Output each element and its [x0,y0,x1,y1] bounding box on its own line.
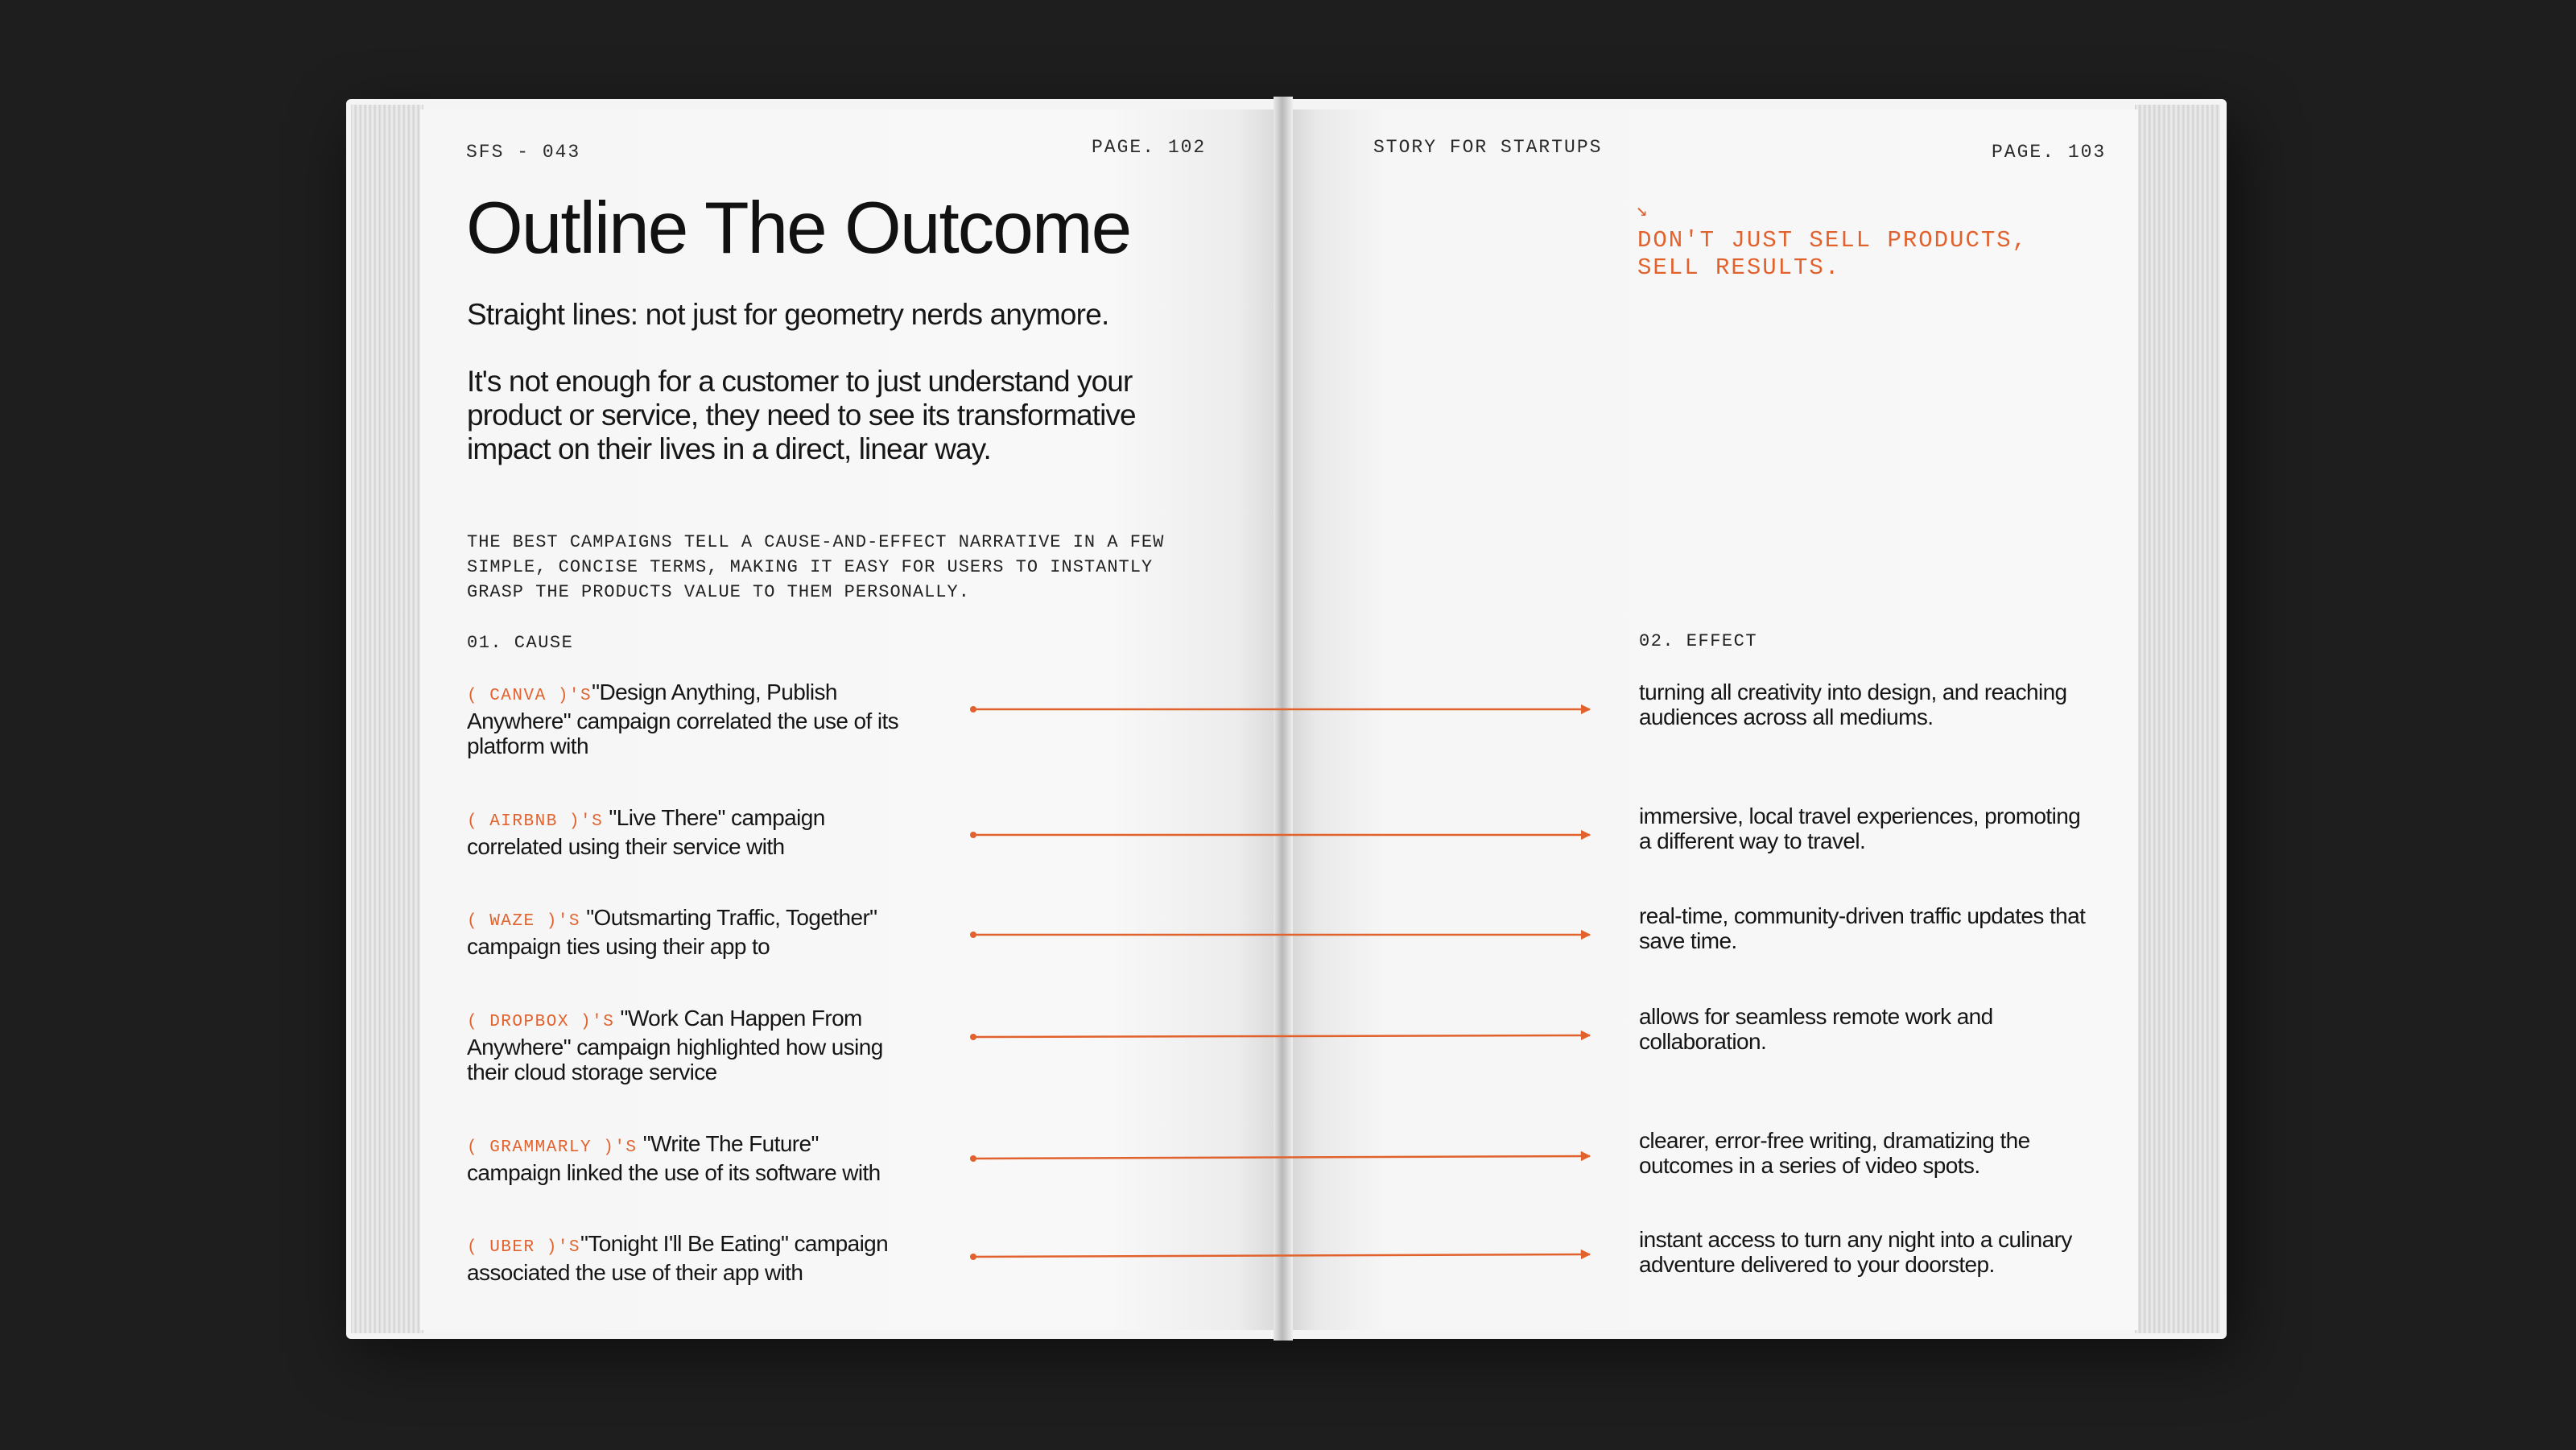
effect-item-canva: turning all creativity into design, and reaching audiences across all mediums. [1639,680,2067,729]
cause-text: "Work Can Happen From Anywhere" campaign highlighted how using their cloud storage service [467,1006,883,1084]
effect-item-airbnb: immersive, local travel experiences, promoting a different way to travel. [1639,803,2081,853]
brand-label: ( UBER )'S [467,1238,581,1257]
brand-label: ( GRAMMARLY )'S [467,1138,638,1157]
arrow-down-right-icon: ↘ [1636,200,1648,222]
book-code: SFS - 043 [466,142,581,163]
effect-label: 02. EFFECT [1639,631,1758,651]
cause-label: 01. CAUSE [467,633,574,653]
brand-label: ( CANVA )'S [467,687,592,705]
cause-text: "Write The Future" campaign linked the use of its software with [467,1131,881,1185]
subtitle: Straight lines: not just for geometry nerds anymore. [467,298,1109,331]
effect-item-grammarly: clearer, error-free writing, dramatizing the outcomes in a series of video spots. [1639,1128,2030,1178]
page-title: Outline The Outcome [466,188,1131,269]
effect-item-dropbox: allows for seamless remote work and collaboration. [1639,1004,1993,1054]
left-page-number: PAGE. 102 [1092,137,1207,158]
right-page-number: PAGE. 103 [1992,142,2107,163]
brand-label: ( WAZE )'S [467,912,581,931]
cause-text: "Outsmarting Traffic, Together" campaign ties using their app to [467,905,877,959]
effect-item-waze: real-time, community-driven traffic updates that save time. [1639,903,2086,953]
cause-text: "Live There" campaign correlated using their service with [467,805,825,859]
brand-label: ( AIRBNB )'S [467,812,604,831]
cause-text: "Tonight I'll Be Eating" campaign associated the use of their app with [467,1231,889,1285]
effect-item-uber: instant access to turn any night into a culinary adventure delivered to your doorstep. [1639,1227,2072,1277]
cause-text: "Design Anything, Publish Anywhere" campaign correlated the use of its platform with [467,680,899,758]
body-paragraph: THE BEST CAMPAIGNS TELL A CAUSE-AND-EFFECT NARRATIVE IN A FEW SIMPLE, CONCISE TERMS, MAKING IT EASY FOR USERS TO INSTANTLY GRASP THE PRODUCTS VALUE TO THEM PERSONALLY. [467,532,1165,602]
book-title: STORY FOR STARTUPS [1373,137,1603,158]
pull-quote-line-1: DON'T JUST SELL PRODUCTS, [1637,227,2029,254]
brand-label: ( DROPBOX )'S [467,1013,615,1031]
pull-quote-line-2: SELL RESULTS. [1637,254,1841,281]
arrow-line-dropbox [973,1035,1590,1037]
lead-paragraph: It's not enough for a customer to just understand your product or service, they need to see its transformative impact on their lives in a direct, linear way. [467,365,1136,465]
arrow-line-uber [973,1254,1590,1257]
arrow-line-grammarly [973,1156,1590,1159]
